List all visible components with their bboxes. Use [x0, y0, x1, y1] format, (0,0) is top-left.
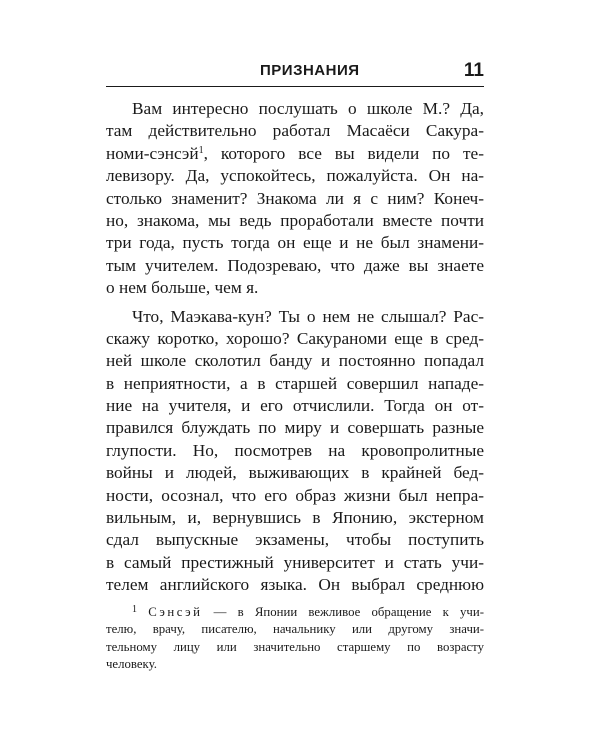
text-line: в самый престижный университет и стать учи- — [106, 552, 484, 572]
text-line: ней школе сколотил банду и постоянно попадал — [106, 351, 484, 371]
text-line: Что, Маэкава-кун? Ты о нем не слышал? Рас- — [132, 306, 484, 326]
footnote-line: человеку. — [106, 657, 157, 672]
text-line: столько знаменит? Знакома ли я с ним? Конеч- — [106, 188, 484, 208]
running-head — [106, 60, 484, 84]
text-line: ности, осознал, что его образ жизни был непра- — [106, 485, 484, 505]
text-fragment: номи-сэнсэй — [106, 143, 199, 163]
footnote-reference: 1 — [198, 144, 204, 156]
text-line: Вам интересно послушать о школе М.? Да, — [132, 99, 484, 118]
text-line: правился блуждать по миру и совершать разные — [106, 418, 484, 438]
text-line: левизору. Да, успокойтесь, пожалуйста. Он на- — [106, 166, 484, 186]
text-line: там действительно работал Масаёси Сакура- — [106, 121, 484, 141]
text-line: тым учителем. Подозреваю, что даже вы знаете — [106, 255, 484, 275]
footnote — [106, 604, 484, 674]
text-fragment: — в Японии вежливое обращение к учи- — [202, 605, 484, 619]
text-line: в неприятности, а в старшей совершил нападе- — [106, 373, 484, 393]
text-line: ние на учителя, и его отчислили. Тогда он от- — [106, 396, 484, 416]
text-line: скажу коротко, хорошо? Сакураноми еще в сред- — [106, 328, 484, 348]
text-line: вильным, и, вернувшись в Японию, экстерном — [106, 508, 484, 528]
text-line: но, знакома, мы ведь проработали вместе почти — [106, 210, 484, 230]
running-title: ПРИЗНАНИЯ — [260, 62, 360, 79]
text-fragment: , которого все вы видели по те- — [203, 143, 484, 163]
text-line: войны и людей, выживающих в крайней бед- — [106, 463, 484, 483]
text-line — [106, 143, 484, 165]
footnote-line: тельному лицу или значительно старшему по возрасту — [106, 639, 484, 654]
footnote-term: Сэнсэй — [148, 605, 203, 619]
text-line: о нем больше, чем я. — [106, 278, 259, 298]
footnote-mark: 1 — [132, 604, 137, 615]
header-rule — [106, 86, 484, 87]
text-line: три года, пусть тогда он еще и не был знамени- — [106, 233, 484, 253]
page-number: 11 — [463, 60, 484, 81]
text-line: телем английского языка. Он выбрал среднюю — [106, 575, 484, 595]
footnote-line — [106, 604, 484, 621]
text-line: сдал выпускные экзамены, чтобы поступить — [106, 530, 484, 550]
text-line: глупости. Но, посмотрев на кровопролитные — [106, 440, 484, 460]
footnote-line: телю, врачу, писателю, начальнику или другому значи- — [106, 622, 484, 637]
body-text — [106, 98, 484, 597]
